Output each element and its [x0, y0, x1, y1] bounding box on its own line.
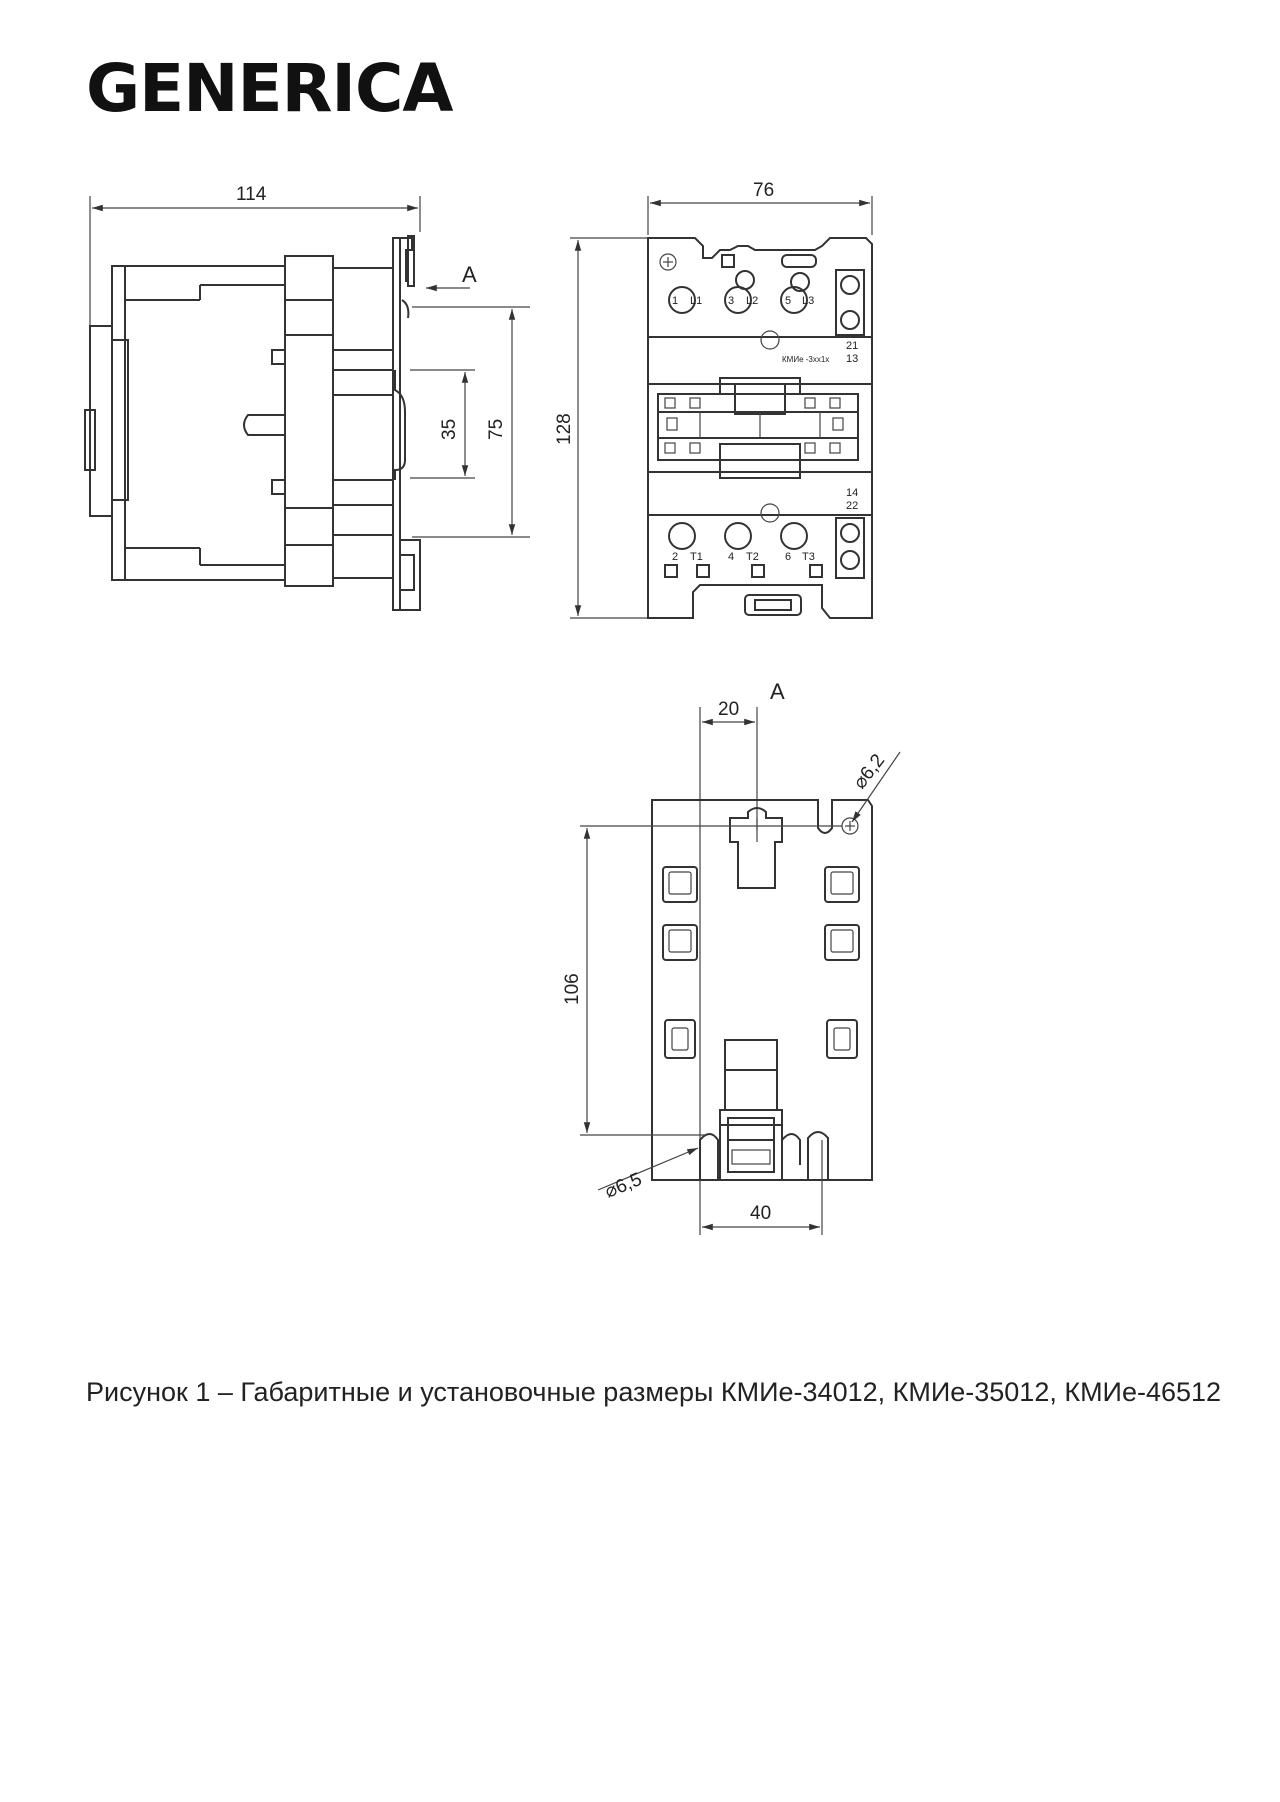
terminal-6: 6: [785, 551, 792, 563]
aux-21: 21: [846, 340, 859, 352]
model-label: КМИе -3xx1x: [782, 355, 830, 364]
hole-bottom-dim: ⌀6,5: [602, 1168, 645, 1203]
figure-caption: Рисунок 1 – Габаритные и установочные размеры КМИе-34012, КМИе-35012, КМИе-46512: [86, 1377, 1222, 1407]
rail-dim-inner: 35: [439, 418, 460, 440]
terminal-T1: T1: [690, 551, 703, 563]
front-view: [554, 180, 872, 618]
back-height-dim: 106: [562, 973, 583, 1005]
back-view: [562, 679, 900, 1235]
terminal-5: 5: [785, 295, 792, 307]
aux-13: 13: [846, 353, 859, 365]
side-view: [85, 184, 530, 610]
back-offset-dim: 20: [718, 699, 740, 720]
hole-top-dim: ⌀6,2: [849, 750, 890, 794]
front-height-dim: 128: [554, 413, 575, 445]
front-width-dim: 76: [753, 180, 775, 201]
aux-22: 22: [846, 500, 859, 512]
terminal-L3: L3: [802, 295, 815, 307]
rail-dim-outer: 75: [486, 418, 507, 440]
side-width-dim: 114: [236, 184, 267, 205]
terminal-L1: L1: [690, 295, 703, 307]
terminal-4: 4: [728, 551, 735, 563]
aux-14: 14: [846, 487, 859, 499]
brand-logo: GENERICA: [86, 50, 453, 127]
back-spacing-dim: 40: [750, 1203, 772, 1224]
back-view-title: A: [770, 679, 785, 704]
terminal-T3: T3: [802, 551, 815, 563]
terminal-L2: L2: [746, 295, 759, 307]
terminal-1: 1: [672, 295, 679, 307]
side-view-marker-a: A: [462, 262, 477, 287]
terminal-T2: T2: [746, 551, 759, 563]
terminal-3: 3: [728, 295, 735, 307]
terminal-2: 2: [672, 551, 679, 563]
